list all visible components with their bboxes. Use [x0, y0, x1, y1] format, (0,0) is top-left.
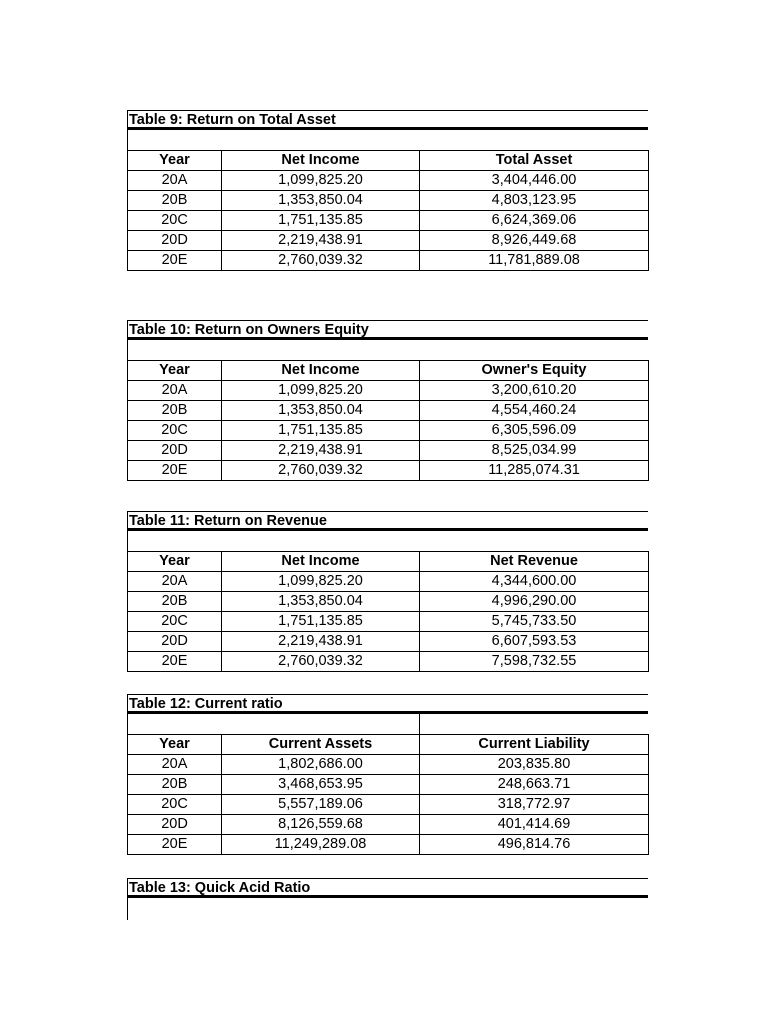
cell: 20D	[128, 631, 222, 651]
column-header: Year	[128, 551, 222, 571]
cell: 1,751,135.85	[222, 420, 420, 440]
table-row	[128, 170, 649, 190]
cell: 5,745,733.50	[420, 611, 649, 631]
header-row	[128, 150, 649, 170]
cell: 1,353,850.04	[222, 400, 420, 420]
cell: 1,353,850.04	[222, 190, 420, 210]
table-row	[128, 380, 649, 400]
cell: 20C	[128, 611, 222, 631]
table-row	[128, 631, 649, 651]
cell: 20D	[128, 814, 222, 834]
table-title: Table 11: Return on Revenue	[127, 511, 648, 531]
table-row	[128, 814, 649, 834]
table-row	[128, 611, 649, 631]
table-row	[128, 571, 649, 591]
table-row	[128, 250, 649, 270]
column-header: Current Liability	[420, 734, 649, 754]
cell: 20E	[128, 651, 222, 671]
header-row	[128, 360, 649, 380]
column-header: Owner's Equity	[420, 360, 649, 380]
cell: 4,554,460.24	[420, 400, 649, 420]
cell: 1,099,825.20	[222, 571, 420, 591]
column-header: Net Revenue	[420, 551, 649, 571]
table-row	[128, 460, 649, 480]
cell: 3,200,610.20	[420, 380, 649, 400]
cell: 496,814.76	[420, 834, 649, 854]
blank-row	[128, 340, 649, 360]
column-header: Year	[128, 150, 222, 170]
table-row	[128, 420, 649, 440]
table-row	[128, 794, 649, 814]
table-9	[127, 110, 648, 271]
cell: 248,663.71	[420, 774, 649, 794]
cell: 20E	[128, 250, 222, 270]
table-row	[128, 754, 649, 774]
table-row	[128, 774, 649, 794]
cell: 1,751,135.85	[222, 611, 420, 631]
cell: 2,219,438.91	[222, 631, 420, 651]
blank-row	[128, 714, 649, 734]
table-row	[128, 440, 649, 460]
table-row	[128, 210, 649, 230]
cell: 20B	[128, 400, 222, 420]
table-title: Table 9: Return on Total Asset	[127, 110, 648, 130]
cell: 401,414.69	[420, 814, 649, 834]
cell: 20C	[128, 210, 222, 230]
cell: 1,099,825.20	[222, 380, 420, 400]
table-row	[128, 230, 649, 250]
cell: 1,802,686.00	[222, 754, 420, 774]
cell: 8,926,449.68	[420, 230, 649, 250]
cell: 1,353,850.04	[222, 591, 420, 611]
blank-row	[128, 531, 649, 551]
column-header: Net Income	[222, 551, 420, 571]
data-table	[127, 340, 649, 481]
cell: 8,126,559.68	[222, 814, 420, 834]
table-row	[128, 591, 649, 611]
cell: 20C	[128, 420, 222, 440]
cell: 2,760,039.32	[222, 250, 420, 270]
cell: 4,996,290.00	[420, 591, 649, 611]
cell: 203,835.80	[420, 754, 649, 774]
cell: 20B	[128, 190, 222, 210]
table-10	[127, 320, 648, 481]
column-header: Year	[128, 734, 222, 754]
header-row	[128, 551, 649, 571]
table-row	[128, 834, 649, 854]
cell: 20A	[128, 754, 222, 774]
table-12	[127, 694, 648, 855]
table-row	[128, 651, 649, 671]
cell: 6,607,593.53	[420, 631, 649, 651]
cell: 7,598,732.55	[420, 651, 649, 671]
cell: 6,624,369.06	[420, 210, 649, 230]
table-title: Table 12: Current ratio	[127, 694, 648, 714]
cell: 2,760,039.32	[222, 651, 420, 671]
column-header: Current Assets	[222, 734, 420, 754]
cell: 20A	[128, 380, 222, 400]
cell: 6,305,596.09	[420, 420, 649, 440]
data-table	[127, 130, 649, 271]
cell: 1,099,825.20	[222, 170, 420, 190]
cell: 20D	[128, 230, 222, 250]
table-title: Table 10: Return on Owners Equity	[127, 320, 648, 340]
table-title: Table 13: Quick Acid Ratio	[127, 878, 648, 898]
cell: 20A	[128, 170, 222, 190]
cell: 11,781,889.08	[420, 250, 649, 270]
cell: 20D	[128, 440, 222, 460]
cell: 11,249,289.08	[222, 834, 420, 854]
cell: 4,803,123.95	[420, 190, 649, 210]
table-11	[127, 511, 648, 672]
table-stub	[127, 898, 648, 920]
cell: 4,344,600.00	[420, 571, 649, 591]
cell: 20E	[128, 834, 222, 854]
cell: 11,285,074.31	[420, 460, 649, 480]
table-row	[128, 400, 649, 420]
data-table	[127, 714, 649, 855]
column-header: Net Income	[222, 360, 420, 380]
data-table	[127, 531, 649, 672]
blank-row	[128, 130, 649, 150]
cell: 20A	[128, 571, 222, 591]
table-row	[128, 190, 649, 210]
cell: 20C	[128, 794, 222, 814]
cell: 2,760,039.32	[222, 460, 420, 480]
cell: 3,404,446.00	[420, 170, 649, 190]
cell: 20B	[128, 774, 222, 794]
column-header: Year	[128, 360, 222, 380]
cell: 8,525,034.99	[420, 440, 649, 460]
cell: 3,468,653.95	[222, 774, 420, 794]
cell: 20E	[128, 460, 222, 480]
cell: 318,772.97	[420, 794, 649, 814]
header-row	[128, 734, 649, 754]
table-13	[127, 878, 648, 920]
cell: 20B	[128, 591, 222, 611]
cell: 5,557,189.06	[222, 794, 420, 814]
cell: 1,751,135.85	[222, 210, 420, 230]
column-header: Net Income	[222, 150, 420, 170]
cell: 2,219,438.91	[222, 440, 420, 460]
column-header: Total Asset	[420, 150, 649, 170]
cell: 2,219,438.91	[222, 230, 420, 250]
